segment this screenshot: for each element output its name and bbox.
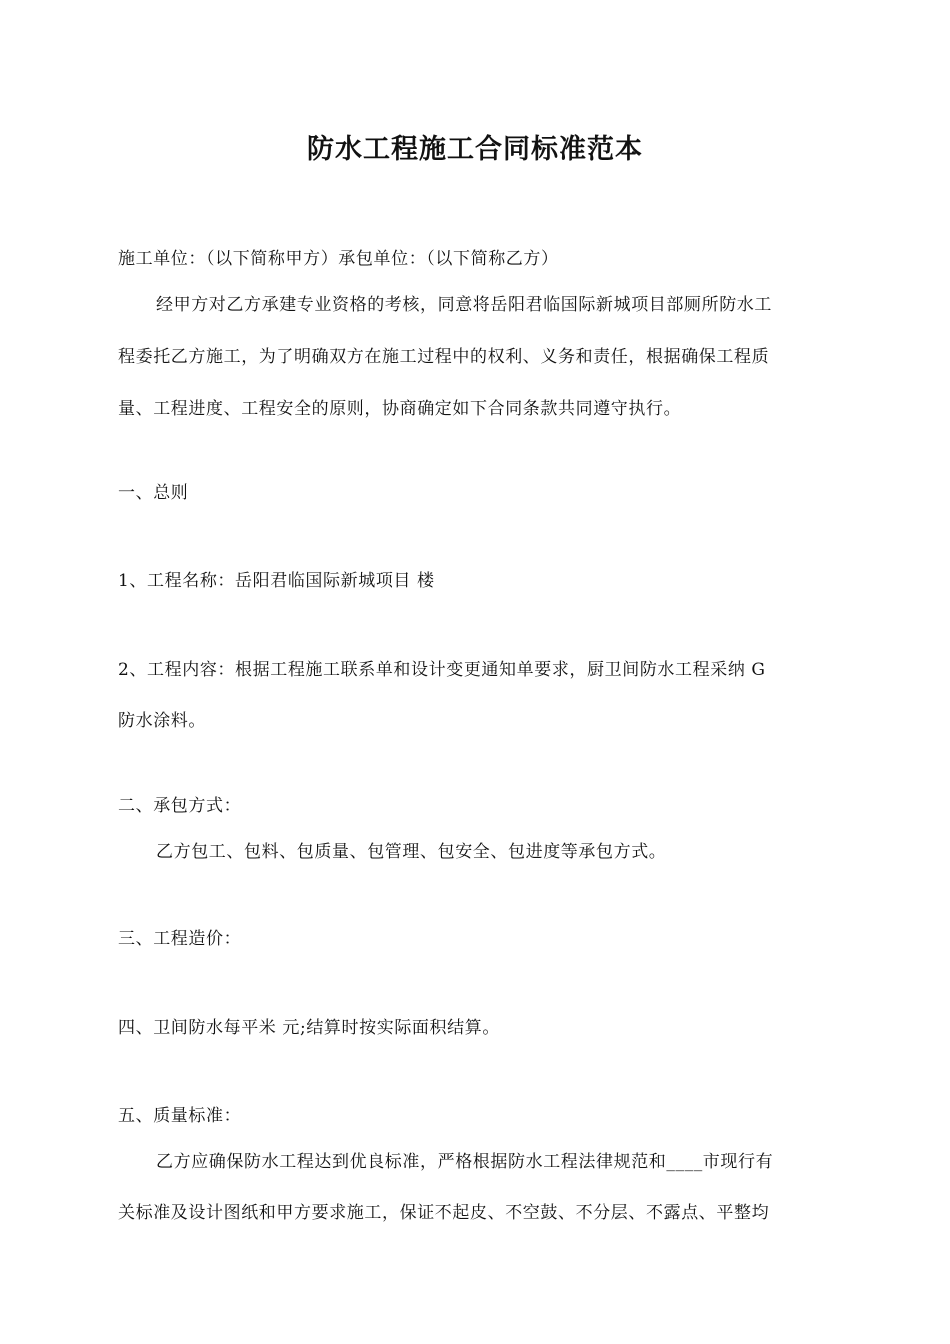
intro-paragraph-line-2: 程委托乙方施工，为了明确双方在施工过程中的权利、义务和责任，根据确保工程质: [118, 347, 770, 367]
project-name-line: 1、工程名称：岳阳君临国际新城项目 楼: [118, 571, 435, 591]
pricing-line: 四、卫间防水每平米 元;结算时按实际面积结算。: [118, 1018, 500, 1038]
project-content-line-1: 2、工程内容：根据工程施工联系单和设计变更通知单要求，厨卫间防水工程采纳 G: [118, 660, 766, 680]
intro-paragraph-line-1: 经甲方对乙方承建专业资格的考核，同意将岳阳君临国际新城项目部厕所防水工: [156, 295, 772, 315]
intro-paragraph-line-3: 量、工程进度、工程安全的原则，协商确定如下合同条款共同遵守执行。: [118, 399, 682, 419]
parties-line: 施工单位：（以下简称甲方）承包单位：（以下简称乙方）: [118, 249, 559, 269]
quality-paragraph-line-1: 乙方应确保防水工程达到优良标准，严格根据防水工程法律规范和____市现行有: [156, 1152, 774, 1172]
section-heading-general: 一、总则: [118, 483, 189, 503]
section-heading-contract-mode: 二、承包方式：: [118, 796, 242, 816]
contract-mode-text: 乙方包工、包料、包质量、包管理、包安全、包进度等承包方式。: [156, 842, 667, 862]
project-content-line-2: 防水涂料。: [118, 711, 206, 731]
document-title: 防水工程施工合同标准范本: [307, 134, 643, 165]
quality-paragraph-line-2: 关标准及设计图纸和甲方要求施工，保证不起皮、不空鼓、不分层、不露点、平整均: [118, 1203, 770, 1223]
section-heading-quality: 五、质量标准：: [118, 1106, 242, 1126]
section-heading-cost: 三、工程造价：: [118, 929, 242, 949]
